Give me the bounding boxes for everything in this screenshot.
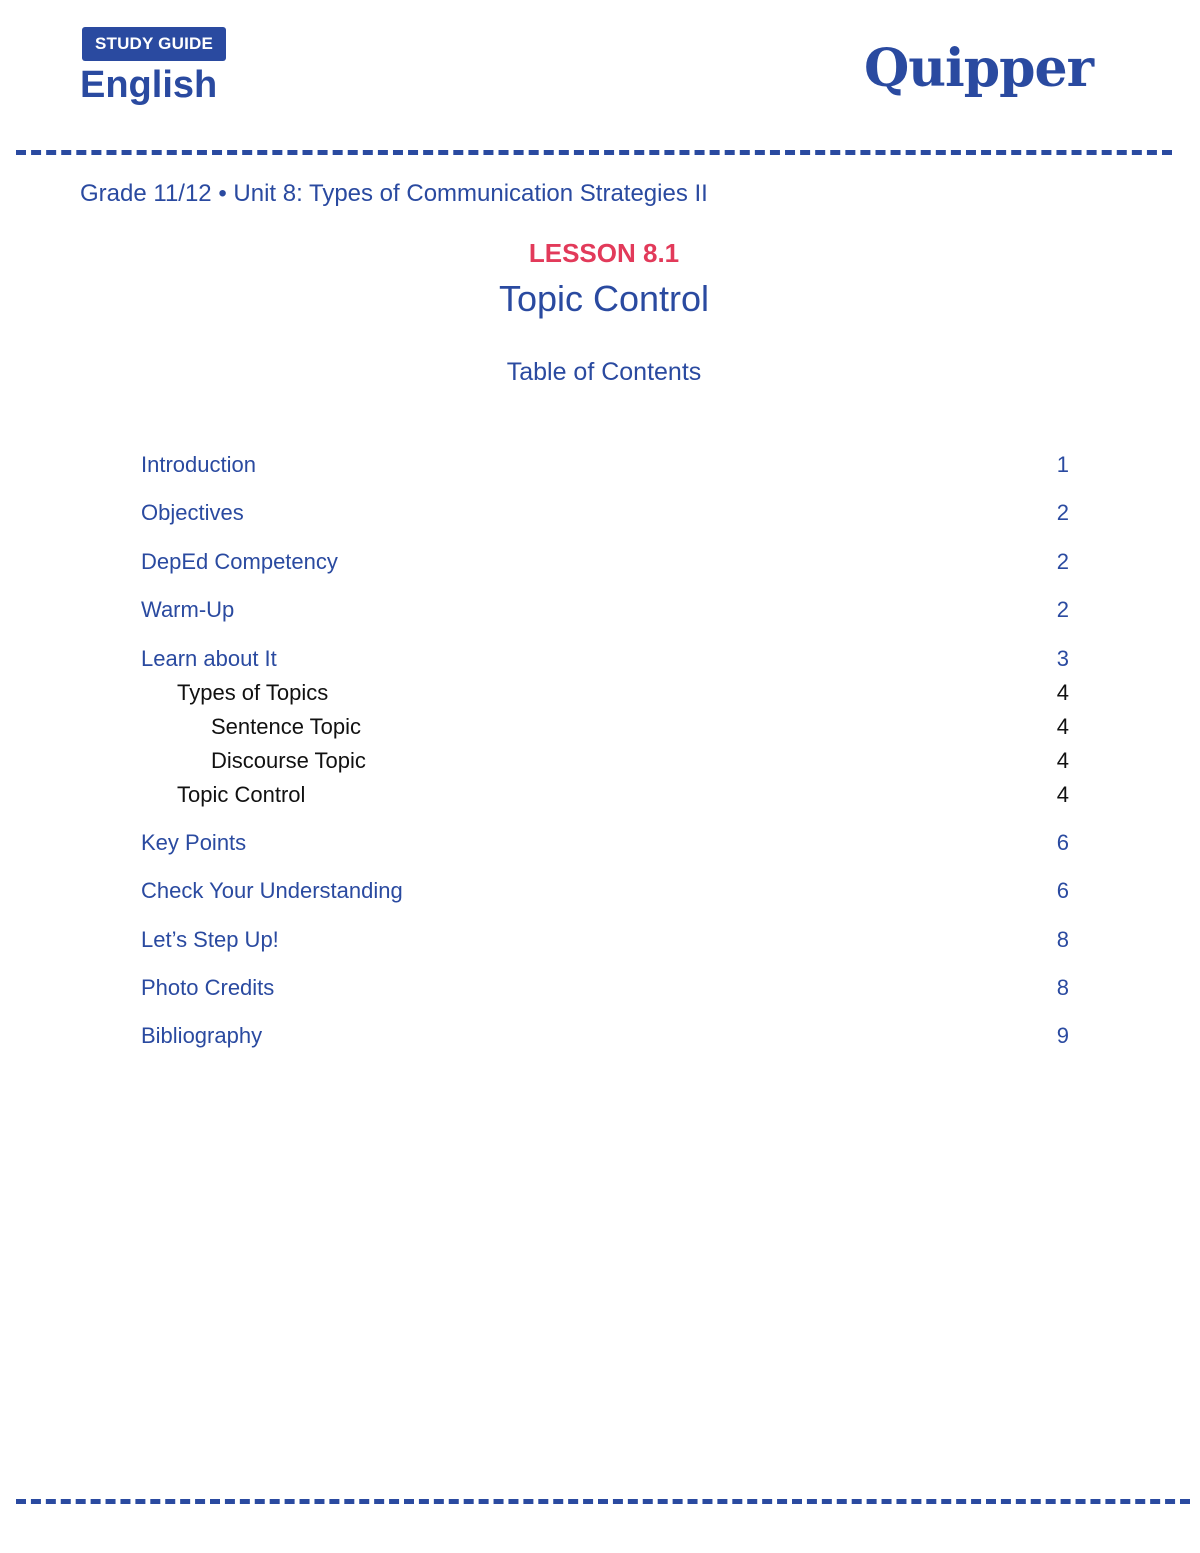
toc-entry-bibliography[interactable] [141,1021,1069,1051]
toc-entry-check-your-understanding[interactable] [141,876,1069,906]
toc-entry-title: Let’s Step Up! [141,927,279,952]
toc-entry-warm-up[interactable] [141,595,1069,625]
toc-entry-page: 4 [1056,782,1069,807]
quipper-logo: Quipper [863,38,1093,99]
toc-entry-title: Introduction [141,452,256,477]
toc-entry-title: Sentence Topic [211,714,362,739]
toc-entry-key-points[interactable] [141,828,1069,858]
toc-entry-page: 4 [1056,748,1069,773]
toc-entry-title: Warm-Up [141,597,235,622]
lesson-label: LESSON 8.1 [528,238,680,268]
toc-entry-page: 2 [1056,597,1069,622]
toc-entry-introduction[interactable] [141,450,1069,480]
toc-heading: Table of Contents [506,358,702,386]
bottom-dotted-divider [16,1499,1190,1504]
toc-entry-objectives[interactable] [141,498,1069,528]
toc-entry-page: 2 [1056,500,1069,525]
toc-entry-page: 8 [1056,975,1069,1000]
toc-entry-title: Objectives [141,500,244,525]
toc-entry-sentence-topic[interactable] [141,712,1069,742]
toc-entry-title: DepEd Competency [141,549,338,574]
toc-entry-title: Photo Credits [141,975,275,1000]
toc-entry-title: Discourse Topic [211,748,366,773]
toc-entry-discourse-topic[interactable] [141,746,1069,776]
toc-entry-title: Topic Control [177,782,306,807]
toc-entry-title: Types of Topics [177,680,329,705]
toc-entry-page: 4 [1056,680,1069,705]
toc-entry-page: 6 [1056,878,1069,903]
toc-entry-page: 8 [1056,927,1069,952]
breadcrumb: Grade 11/12 • Unit 8: Types of Communication Strategies II [80,180,708,207]
subject-title: English [80,64,218,106]
toc-entry-title: Bibliography [141,1023,263,1048]
toc-entry-topic-control[interactable] [141,780,1069,810]
toc-entry-page: 2 [1056,549,1069,574]
toc-entry-lets-step-up[interactable] [141,925,1069,955]
lesson-title: Topic Control [498,278,710,319]
toc-entry-learn-about-it[interactable] [141,644,1069,674]
toc-entry-page: 1 [1056,452,1069,477]
top-dotted-divider [16,150,1172,155]
toc-entry-page: 3 [1056,646,1069,671]
toc-entry-deped-competency[interactable] [141,547,1069,577]
toc-entry-types-of-topics[interactable] [141,678,1069,708]
toc-entry-page: 6 [1056,830,1069,855]
toc-entry-photo-credits[interactable] [141,973,1069,1003]
toc-entry-title: Learn about It [141,646,277,671]
toc-entry-title: Check Your Understanding [141,878,403,903]
toc-entry-title: Key Points [141,830,247,855]
study-guide-badge: STUDY GUIDE [82,27,226,61]
toc-entry-page: 9 [1056,1023,1069,1048]
toc-entry-page: 4 [1056,714,1069,739]
